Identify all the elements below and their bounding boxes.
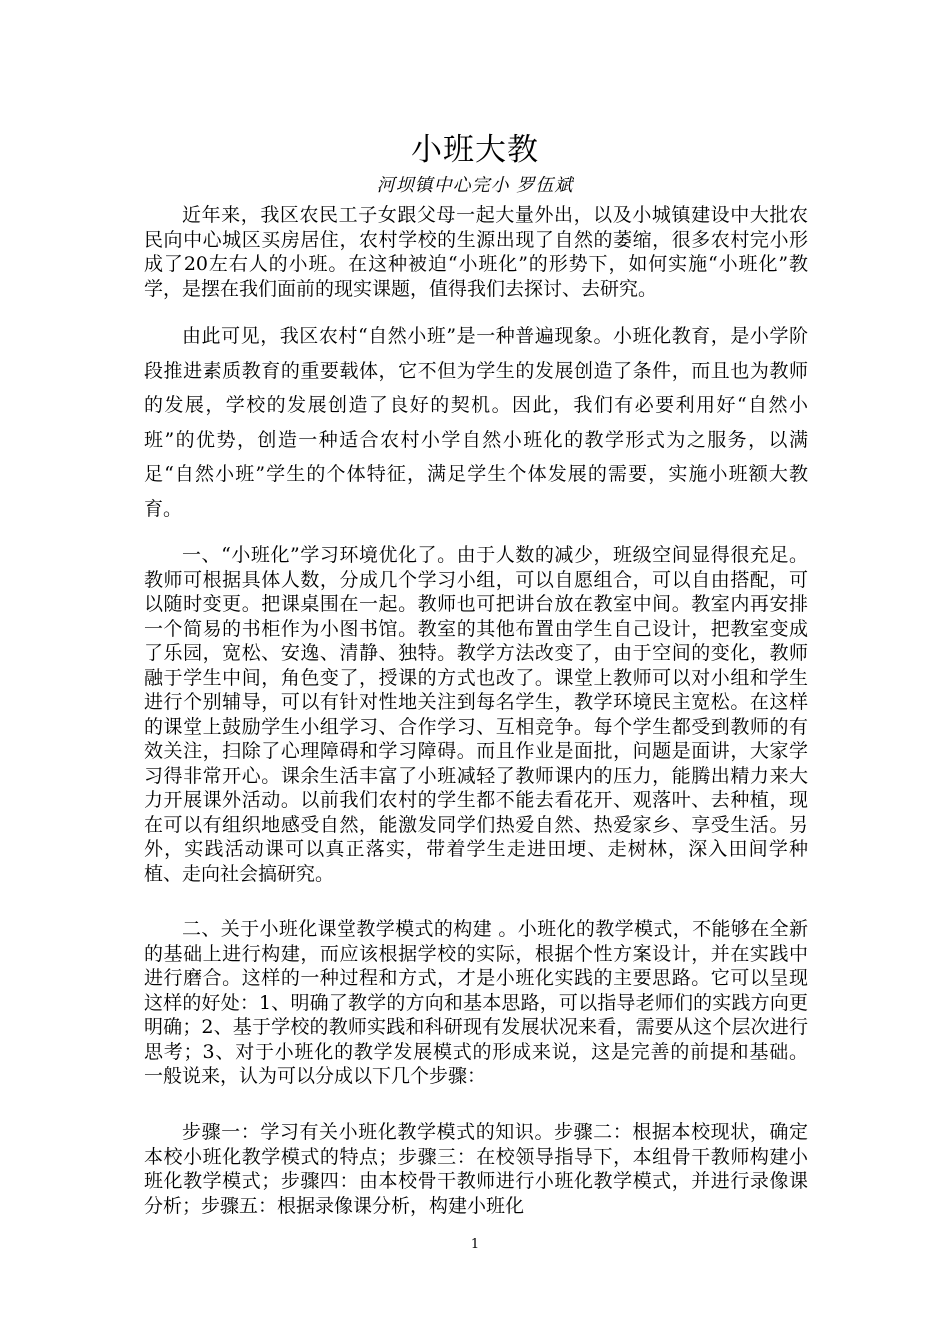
page-number: 1	[470, 1237, 480, 1252]
body-paragraph-context	[144, 319, 808, 527]
body-paragraph-section-two	[144, 917, 808, 1089]
paragraph-text: 步骤一：学习有关小班化教学模式的知识。步骤二：根据本校现状，确定本校小班化教学模式的特点；步骤三：在校领导指导下，本组骨干教师构建小班化教学模式；步骤四：由本校骨干教师进行小班化教学模式，并进行录像课分析；步骤五：根据录像课分析，构建小班化	[144, 1121, 808, 1217]
body-paragraph-steps	[144, 1120, 808, 1218]
body-paragraph-intro	[144, 203, 808, 301]
paragraph-text: 一、“小班化”学习环境优化了。由于人数的减少，班级空间显得很充足。教师可根据具体人数，分成几个学习小组，可以自愿组合，可以自由搭配，可以随时变更。把课桌围在一起。教师也可把讲台放在教室中间。教室内再安排一个简易的书柜作为小图书馆。教室的其他布置由学生自己设计，把教室变成了乐园，宽松、安逸、清静、独特。教学方法改变了，由于空间的变化，教师融于学生中间，角色变了，授课的方式也改了。课堂上教师可以对小组和学生进行个别辅导，可以有针对性地关注到每名学生，教学环境民主宽松。在这样的课堂上鼓励学生小组学习、合作学习、互相竞争。每个学生都受到教师的有效关注，扫除了心理障碍和学习障碍。而且作业是面批，问题是面讲，大家学习得非常开心。课余生活丰富了小班减轻了教师课内的压力，能腾出精力来大力开展课外活动。以前我们农村的学生都不能去看花开、观落叶、去种植，现在可以有组织地感受自然，能激发同学们热爱自然、热爱家乡、享受生活。另外，实践活动课可以真正落实，带着学生走进田埂、走树林，深入田间学种植、走向社会搞研究。	[144, 544, 808, 885]
document-author: 河坝镇中心完小 罗伍斌	[376, 175, 574, 196]
paragraph-text: 由此可见，我区农村“自然小班”是一种普遍现象。小班化教育，是小学阶段推进素质教育的重要载体，它不但为学生的发展创造了条件，而且也为教师的发展，学校的发展创造了良好的契机。因此，我们有必要利用好“自然小班”的优势，创造一种适合农村小学自然小班化的教学形式为之服务，以满足“自然小班”学生的个体特征，满足学生个体发展的需要，实施小班额大教育。	[144, 325, 808, 520]
paragraph-text: 近年来，我区农民工子女跟父母一起大量外出，以及小城镇建设中大批农民向中心城区买房居住，农村学校的生源出现了自然的萎缩，很多农村完小形成了20左右人的小班。在这种被迫“小班化”的形势下，如何实施“小班化”教学，是摆在我们面前的现实课题，值得我们去探讨、去研究。	[144, 204, 808, 300]
document-title: 小班大教	[411, 132, 539, 168]
body-paragraph-section-one	[144, 543, 808, 886]
paragraph-text: 二、关于小班化课堂教学模式的构建 。小班化的教学模式，不能够在全新的基础上进行构建，而应该根据学校的实际，根据个性方案设计，并在实践中进行磨合。这样的一种过程和方式，才是小班化实践的主要思路。它可以呈现这样的好处：1、明确了教学的方向和基本思路，可以指导老师们的实践方向更明确；2、基于学校的教师实践和科研现有发展状况来看，需要从这个层次进行思考；3、对于小班化的教学发展模式的形成来说，这是完善的前提和基础。 一般说来，认为可以分成以下几个步骤：	[144, 918, 808, 1087]
